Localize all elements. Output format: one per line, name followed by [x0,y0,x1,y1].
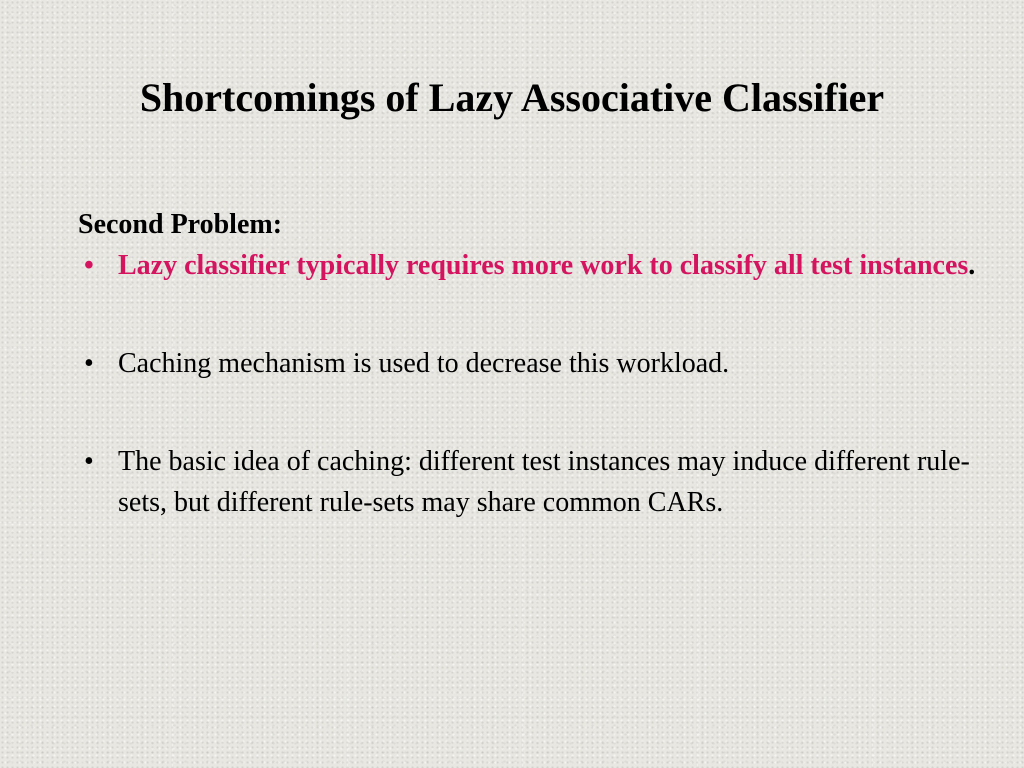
bullet-text-2: Caching mechanism is used to decrease this workload. [118,348,730,379]
section-heading: Second Problem: [78,209,283,240]
bullet-icon: • [84,250,94,281]
bullet-text-1: Lazy classifier typically requires more work to classify all test instances [118,250,969,281]
bullet-item-3 [78,441,978,523]
bullet-icon: • [84,348,94,379]
slide-title: Shortcomings of Lazy Associative Classifier [139,75,885,120]
bullet-icon: • [84,446,94,477]
bullet-text-3: The basic idea of caching: different test instances may induce different rule-sets, but different rule-sets may share common CARs. [118,446,970,518]
bullet-item-1 [78,245,978,286]
bullet-text-1-period: . [968,250,976,281]
bullet-list [78,245,978,523]
bullet-item-2 [78,343,978,384]
slide-body [78,204,978,523]
